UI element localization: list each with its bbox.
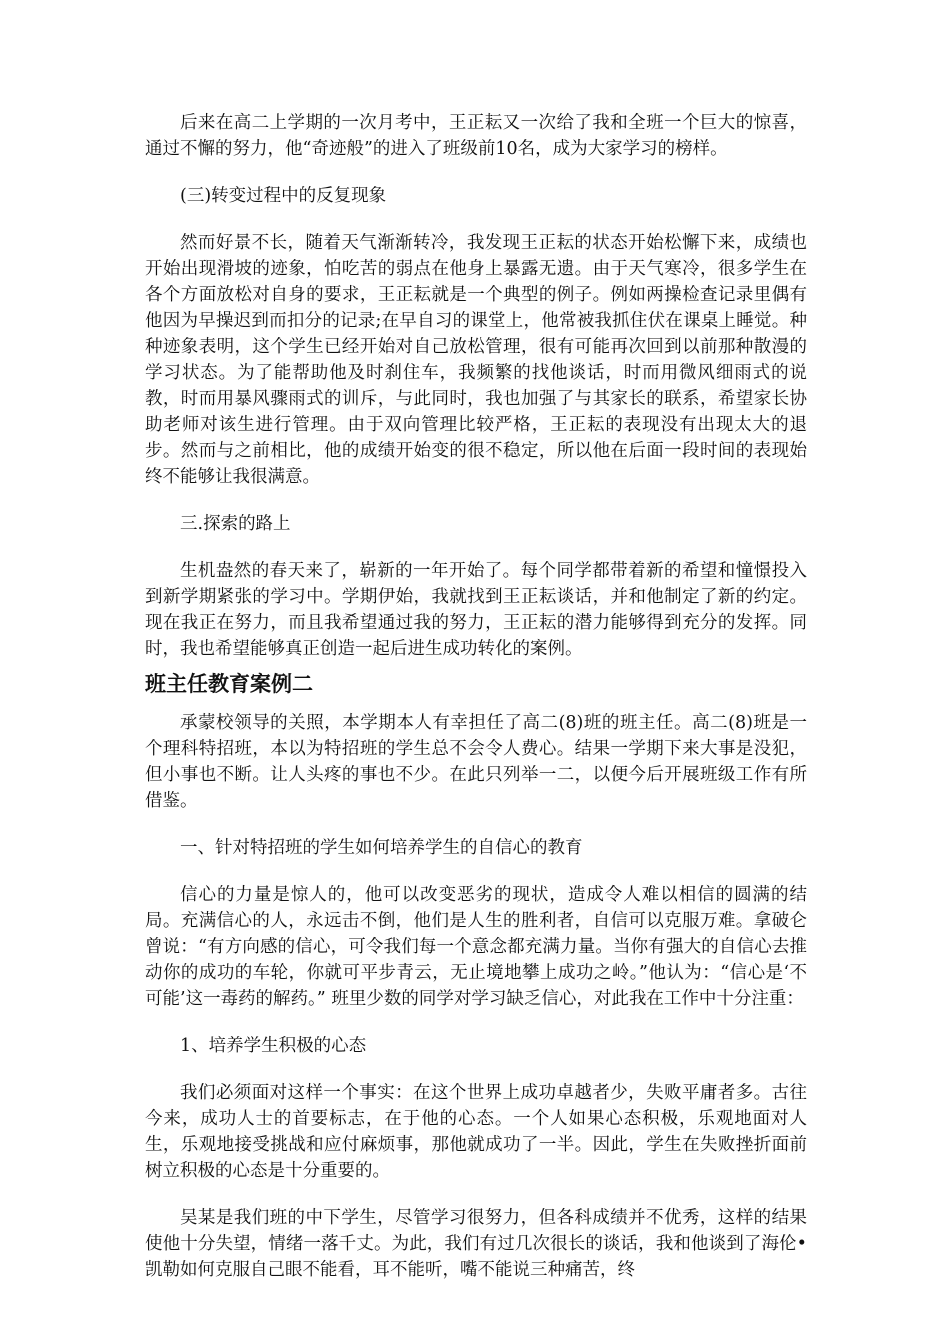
spacer <box>145 698 807 710</box>
subheading-exploration: 三.探索的路上 <box>180 514 291 534</box>
spacer <box>145 1184 807 1205</box>
spacer <box>145 162 807 183</box>
section-title-case-two: 班主任教育案例二 <box>145 672 313 696</box>
paragraph-confidence-power: 信心的力量是惊人的，他可以改变恶劣的现状，造成令人难以相信的圆满的结局。充满信心的人，永远击不倒，他们是人生的胜利者，自信可以克服万难。拿破仑曾说：“有方向感的信心，可令我们每一个意念都充满力量。当你有强大的自信心去推动你的成功的车轮，你就可平步青云，无止境地攀上成功之岭。”他认为：“信心是‘不可能’这一毒药的解药。” 班里少数的同学对学习缺乏信心，对此我在工作中十分注重： <box>145 885 807 1009</box>
document-page <box>145 110 807 1283</box>
subheading-positive-mindset: 1、培养学生积极的心态 <box>180 1036 367 1056</box>
subheading-relapse: (三)转变过程中的反复现象 <box>180 186 387 206</box>
spacer <box>145 490 807 511</box>
paragraph-class-intro: 承蒙校领导的关照，本学期本人有幸担任了高二(8)班的班主任。高二(8)班是一个理科特招班，本以为特招班的学生总不会令人费心。结果一学期下来大事是没犯，但小事也不断。让人头疼的事也不少。在此只列举一二，以便今后开展班级工作有所借鉴。 <box>145 713 807 811</box>
spacer <box>145 537 807 558</box>
paragraph-spring: 生机盎然的春天来了，崭新的一年开始了。每个同学都带着新的希望和憧憬投入到新学期紧张的学习中。学期伊始，我就找到王正耘谈话，并和他制定了新的约定。现在我正在努力，而且我希望通过我的努力，王正耘的潜力能够得到充分的发挥。同时，我也希望能够真正创造一起后进生成功转化的案例。 <box>145 561 807 659</box>
spacer <box>145 861 807 882</box>
paragraph-student-wu: 吴某是我们班的中下学生，尽管学习很努力，但各科成绩并不优秀，这样的结果使他十分失望，情绪一落千丈。为此，我们有过几次很长的谈话，我和他谈到了海伦•凯勒如何克服自己眼不能看，耳不能听，嘴不能说三种痛苦，终 <box>145 1208 807 1280</box>
spacer <box>145 209 807 230</box>
spacer <box>145 1012 807 1033</box>
paragraph-relapse-details: 然而好景不长，随着天气渐渐转冷，我发现王正耘的状态开始松懈下来，成绩也开始出现滑坡的迹象，怕吃苦的弱点在他身上暴露无遗。由于天气寒冷，很多学生在各个方面放松对自身的要求，王正耘就是一个典型的例子。例如两操检查记录里偶有他因为早操迟到而扣分的记录;在早自习的课堂上，他常被我抓住伏在课桌上睡觉。种种迹象表明，这个学生已经开始对自己放松管理，很有可能再次回到以前那种散漫的学习状态。为了能帮助他及时刹住车，我频繁的找他谈话，时而用微风细雨式的说教，时而用暴风骤雨式的训斥，与此同时，我也加强了与其家长的联系，希望家长协助老师对该生进行管理。由于双向管理比较严格，王正耘的表现没有出现太大的退步。然而与之前相比，他的成绩开始变的很不稳定，所以他在后面一段时间的表现始终不能够让我很满意。 <box>145 233 807 487</box>
subheading-confidence: 一、针对特招班的学生如何培养学生的自信心的教育 <box>180 838 583 858</box>
paragraph-mindset: 我们必须面对这样一个事实：在这个世界上成功卓越者少，失败平庸者多。古往今来，成功人士的首要标志，在于他的心态。一个人如果心态积极，乐观地面对人生，乐观地接受挑战和应付麻烦事，那他就成功了一半。因此，学生在失败挫折面前树立积极的心态是十分重要的。 <box>145 1083 807 1181</box>
spacer <box>145 1059 807 1080</box>
paragraph-midterm-surprise: 后来在高二上学期的一次月考中，王正耘又一次给了我和全班一个巨大的惊喜，通过不懈的努力，他“奇迹般”的进入了班级前10名，成为大家学习的榜样。 <box>145 113 807 159</box>
spacer <box>145 814 807 835</box>
